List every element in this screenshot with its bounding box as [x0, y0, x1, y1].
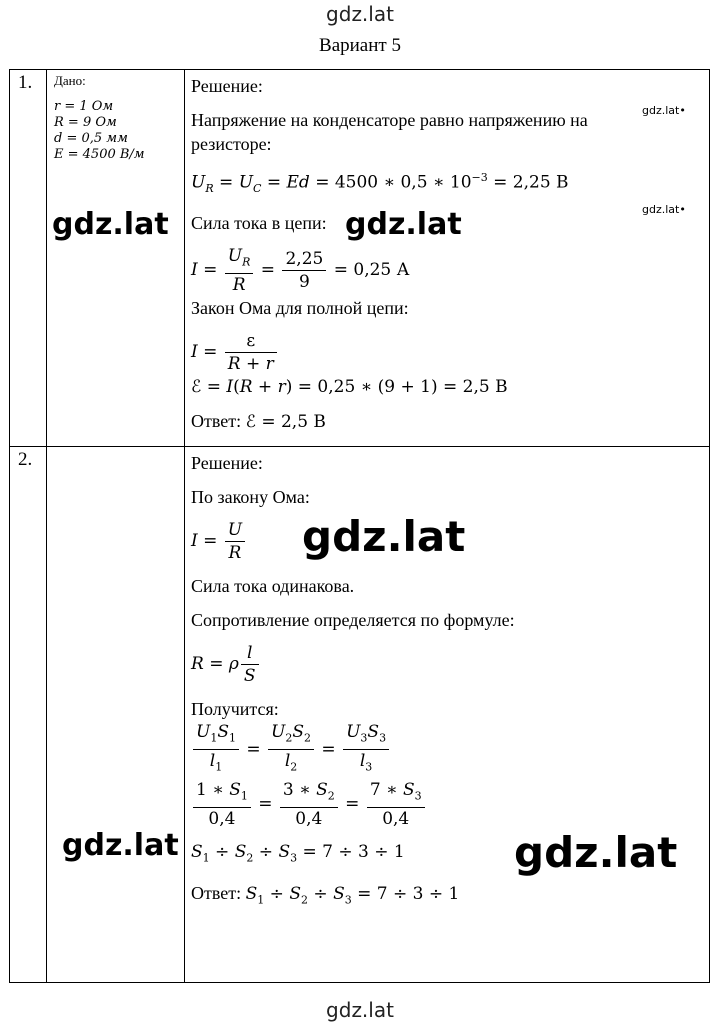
- equation: I = $\frac{\varepsilon}{R + r}$: [191, 330, 709, 375]
- watermark: gdz.lat: [514, 828, 678, 877]
- equation: $U_R = U_C = Ed = 4500$ ∗ 0,5 ∗ $10^{-3} = 2,25$ В: [191, 171, 569, 196]
- solution-title: Решение:: [191, 76, 263, 96]
- solution-text: Сопротивление определяется по формуле:: [191, 610, 515, 630]
- answer: Ответ: ℰ = 2,5 В: [191, 411, 326, 433]
- task-row-1: [10, 70, 710, 447]
- equation: $\frac{1 ∗ S_1}{0,4}$ = $\frac{3 ∗ S_2}{0,4}$ = $\frac{7 ∗ S_3}{0,4}$: [191, 779, 709, 830]
- solution-text: По закону Ома:: [191, 487, 310, 507]
- given-item: E = 4500 В/м: [54, 147, 145, 162]
- equation: $\frac{U_1S_1}{l_1}$ = $\frac{U_2S_2}{l_2}$ = $\frac{U_3S_3}{l_3}$: [191, 721, 709, 779]
- task-number: 1.: [10, 70, 47, 447]
- watermark: gdz.lat: [345, 207, 462, 242]
- variant-title: Вариант 5: [319, 35, 401, 56]
- solution-column: [185, 70, 710, 447]
- answer: Ответ: $S_1 \div S_2 \div S_3 = 7 \div 3 \div 1$: [191, 882, 460, 906]
- solution-text: Сила тока одинакова.: [191, 576, 355, 596]
- equation: $S_1 \div S_2 \div S_3 = 7 \div 3 \div 1$: [191, 842, 405, 865]
- site-footer: gdz.lat: [326, 998, 394, 1022]
- equation: ℰ = I(R + r) = 0,25 ∗ (9 + 1) = 2,5 В: [191, 377, 508, 398]
- watermark: gdz.lat: [302, 512, 466, 561]
- given-column: [47, 70, 185, 447]
- given-item: d = 0,5 мм: [54, 131, 128, 146]
- solution-title: Решение:: [191, 453, 263, 473]
- solution-text: Напряжение на конденсаторе равно напряжению на резисторе:: [191, 110, 588, 154]
- watermark: gdz.lat: [62, 828, 179, 863]
- given-title: Дано:: [54, 73, 86, 88]
- given-item: R = 9 Ом: [54, 115, 117, 130]
- watermark: gdz.lat: [52, 207, 169, 242]
- equation: I = $\frac{U}{R}$: [191, 519, 709, 564]
- solution-text: Закон Ома для полной цепи:: [191, 298, 409, 319]
- equation: R = ρ $\frac{l}{S}$: [191, 642, 709, 687]
- equation: I = $\frac{U_R}{R}$ = $\frac{2,25}{9}$ = 0,25 А: [191, 246, 410, 296]
- given-item: r = 1 Ом: [54, 99, 114, 114]
- site-header: gdz.lat: [326, 2, 394, 26]
- watermark-small: gdz.lat•: [642, 203, 686, 216]
- watermark-small: gdz.lat•: [642, 104, 686, 117]
- solution-text: Сила тока в цепи:: [191, 213, 327, 234]
- solution-text: Получится:: [191, 699, 279, 719]
- task-number: 2.: [10, 447, 47, 983]
- given-column: [47, 447, 185, 983]
